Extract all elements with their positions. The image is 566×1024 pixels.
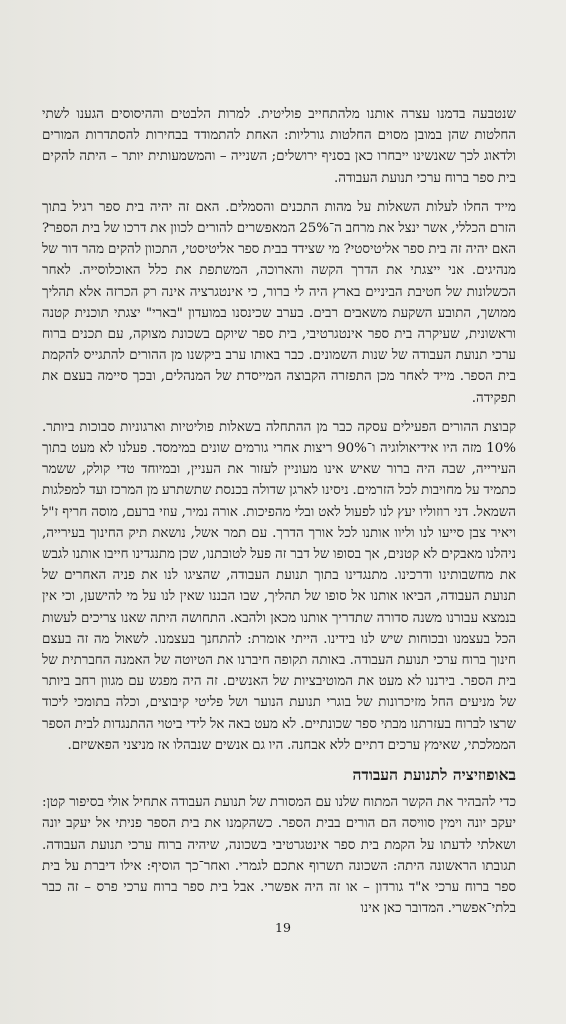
paragraph-3: קבוצת ההורים הפעילים עסקה כבר מן ההתחלה בשאלות פוליטיות וארגוניות סבוכות ביותר. 10% מזה היו אידיאולוגיה ו־90% ריצות אחרי גורמים שונים במימסד. פעלנו לא מעט בתוך העירייה, שבה היה ברור שאיש אינו מעוניין לעזור את העניין, ובמיוחד טדי קולק, ששמר כתמיד על מחויבות לכל הזרמים. ניסינו לארגן שדולה בכנסת שתשתרע מן המרכז ועד למפלגות השמאל. דני רוזוליו יעץ לנו לפעול לאט ובלי מהפיכות. אורה נמיר, עוזי ברעם, מוסה חריף ז"ל ויאיר צבן סייעו לנו וליוו אותנו לכל אורך הדרך. עם תמר אשל, נושאת תיק החינוך בעירייה, ניהלנו מאבקים לא קטנים, אך בסופו של דבר זה פעל לטובתנו, שכן מתנגדינו חייבו אותנו לגבש את מחשבותינו ודרכינו. מתנגדינו בתוך תנועת העבודה, שהציגו לנו את פניה האחרים של תנועת העבודה, הביאו אותנו אל סופו של תהליך, שבו הבננו שאין לנו על מי להישען, וכי אין בנמצא עבורנו משנה סדורה שתדריך אותנו מכאן ולהבא. התחושה היתה שאנו צריכים לעשות הכל בעצמנו ובכוחות שיש לנו בידינו. הייתי אומרת: להתחנך בעצמנו. לשאול מה זה בעצם חינוך ברוח ערכי תנועת העבודה. באותה תקופה חיברנו את הטיוטה של האמנה החברתית של בית הספר. בירננו לא מעט את המוטיבציות של האנשים. זה היה מפגש עם מגוון רחב ביותר של מניעים החל מזיכרונות של בוגרי תנועת הנוער ושל פליטי קיבוצים, וכלה בתומכי ליכוד שרצו לברוח בעזרתנו מבתי ספר שכונתיים. לא מעט באה אל לידי ביטוי ההתנגדות לבית הספר הממלכתי, שאימץ ערכים דתיים ללא אבחנה. היו גם אנשים שנבהלו אז מניצני הפאשיזם. [42,419,517,753]
paragraph-1: שנטבעה בדמנו עצרה אותנו מלהתחייב פוליטית. למרות הלבטים וההיסוסים הגענו לשתי החלטות שהן במובן מסוים החלטות גורליות: האחת להתמודד בבחירות להסתדרות המורים ולדאוג לכך שאנשינו ייבחרו כאן בסניף ירושלים; השנייה – והמשמעותית יותר – היתה להקים בית ספר ברוח ערכי תנועת העבודה. [42,107,516,186]
paragraph-2: מייד החלו לעלות השאלות על מהות התכנים והסמלים. האם זה יהיה בית ספר רגיל בתוך הזרם הכללי, אשר ינצל את מרחב ה־25% המאפשרים להורים לכוון את דרכו של בית הספר? האם יהיה זה בית ספר אליטיסטי? מי שצידד בבית ספר אליטיסטי, התכוון להקים מהר דור של מנהיגים. אני ייצגתי את הדרך הקשה והארוכה, המשתפת את כלל האוכלוסייה. לאחר הכשלונות של חטיבת הביניים בארץ היה לי ברור, כי אינטגרציה אינה רק הכרזה אלא תהליך ממושך, התובע השקעת משאבים רבים. בערב שכינסנו במועדון "בארי" יצגתי תוכנית קטנה וראשונית, שעיקרה בית ספר אינטגרטיבי, בית ספר שיוקם בשכונת מצוקה, עם תכנים ברוח ערכי תנועת העבודה של שנות השמונים. כבר באותו ערב ביקשנו מן ההורים להתגייס להקמת בית הספר. מייד לאחר מכן התפזרה הקבוצה המייסדת של המנהלים, ובכך סיימה בעצם את תפקידה. [42,199,516,406]
paragraph-4: כדי להבהיר את הקשר המתוח שלנו עם המסורת של תנועת העבודה אתחיל אולי בסיפור קטן: יעקב יונה וימין סוויסה הם הורים בבית הספר. כשהקמנו את בית הספר פניתי אל יעקב יונה ושאלתי לדעתו על הקמת בית ספר אינטגרטיבי בשכונה, שיהיה ברוח ערכי תנועת העבודה. תגובתו הראשונה היתה: השכונה תשרוף אתכם לגמרי. ואחר־כך הוסיף: אילו דיברת על בית ספר ברוח ערכי א"ד גורדון – או זה היה אפשרי. אבל בית ספר ברוח ערכי פרס – זה כבר בלתי־אפשרי. המדובר כאן אינו [42,795,516,917]
page-number: 19 [275,920,291,935]
section-heading: באופוזיציה לתנועת העבודה [352,765,516,785]
